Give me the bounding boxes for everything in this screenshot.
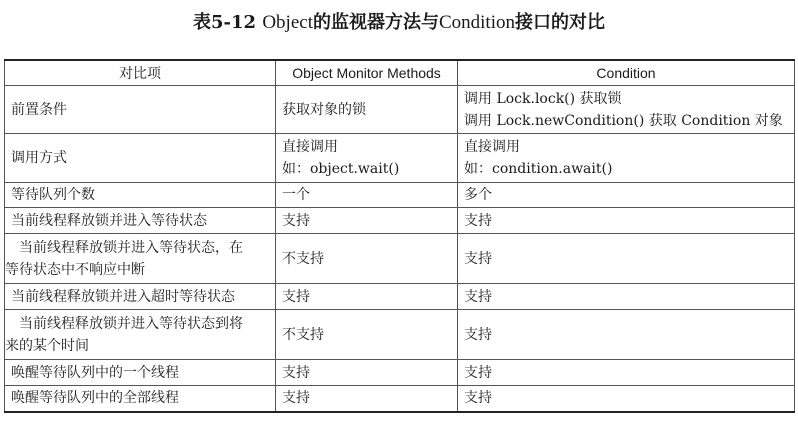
- cell-text-line: 唤醒等待队列中的全部线程: [11, 390, 179, 407]
- table-row: [5, 284, 795, 310]
- cell-text-line: 等待状态中不响应中断: [5, 261, 145, 278]
- header-object-monitor-methods: Object Monitor Methods: [276, 60, 458, 86]
- cell-condition: [458, 183, 795, 208]
- cell-text-line: 不支持: [282, 326, 324, 343]
- cell-object-monitor: [276, 208, 458, 234]
- cell-object-monitor: [276, 183, 458, 208]
- cell-text-line: 支持: [464, 326, 492, 343]
- cell-object-monitor: [276, 360, 458, 386]
- cell-text-line: 当前线程释放锁并进入等待状态到将: [19, 315, 243, 332]
- cell-text-line: 支持: [282, 288, 310, 305]
- comparison-table: [4, 59, 795, 413]
- cell-comparison-item: [5, 208, 276, 234]
- cell-text-line: 支持: [464, 390, 492, 407]
- table-row: [5, 360, 795, 386]
- table-row: [5, 86, 795, 134]
- cell-object-monitor: [276, 284, 458, 310]
- table-header-row: [5, 60, 795, 86]
- cell-comparison-item: [5, 234, 276, 284]
- cell-text-line: 支持: [464, 288, 492, 305]
- cell-condition: [458, 134, 795, 183]
- cell-text-line: 一个: [282, 187, 310, 203]
- cell-text-line: 来的某个时间: [5, 337, 89, 354]
- cell-condition: [458, 310, 795, 360]
- cell-text-line: 如：condition.await(): [464, 161, 613, 177]
- cell-text-line: 调用 Lock.newCondition() 获取 Condition 对象: [464, 112, 783, 129]
- cell-comparison-item: [5, 360, 276, 386]
- cell-text-line: 多个: [464, 187, 492, 203]
- cell-condition: [458, 208, 795, 234]
- cell-condition: [458, 234, 795, 284]
- table-row: [5, 183, 795, 208]
- cell-comparison-item: [5, 310, 276, 360]
- table-row: [5, 208, 795, 234]
- cell-text-line: 前置条件: [11, 101, 67, 118]
- cell-comparison-item: [5, 183, 276, 208]
- cell-text-line: 直接调用: [282, 139, 338, 155]
- cell-text-line: 支持: [464, 364, 492, 381]
- cell-object-monitor: [276, 86, 458, 134]
- cell-text-line: 支持: [464, 250, 492, 267]
- cell-text-line: 支持: [464, 212, 492, 229]
- cell-text-line: 当前线程释放锁并进入等待状态: [11, 212, 207, 229]
- cell-text-line: 如：object.wait(): [282, 161, 400, 177]
- cell-condition: [458, 86, 795, 134]
- cell-comparison-item: [5, 86, 276, 134]
- table-row: [5, 234, 795, 284]
- cell-condition: [458, 360, 795, 386]
- cell-comparison-item: [5, 284, 276, 310]
- cell-text-line: 获取对象的锁: [282, 101, 366, 118]
- table-caption: [0, 10, 798, 36]
- cell-object-monitor: [276, 386, 458, 412]
- table-row: [5, 386, 795, 412]
- cell-text-line: 支持: [282, 364, 310, 381]
- caption-condition: Condition: [438, 12, 515, 33]
- table-row: [5, 134, 795, 183]
- cell-comparison-item: [5, 134, 276, 183]
- header-condition: Condition: [458, 60, 795, 86]
- caption-middle: 的监视器方法与: [312, 12, 439, 33]
- caption-object: Object: [262, 12, 313, 33]
- cell-text-line: 直接调用: [464, 139, 520, 155]
- header-comparison-item: 对比项: [5, 60, 276, 86]
- cell-text-line: 当前线程释放锁并进入等待状态，在: [19, 239, 243, 256]
- cell-text-line: 调用方式: [11, 150, 67, 166]
- cell-text-line: 当前线程释放锁并进入超时等待状态: [11, 288, 235, 305]
- table-row: [5, 310, 795, 360]
- cell-condition: [458, 386, 795, 412]
- cell-condition: [458, 284, 795, 310]
- cell-text-line: 等待队列个数: [11, 187, 95, 203]
- caption-prefix: 表5-12: [193, 12, 257, 33]
- cell-text-line: 唤醒等待队列中的一个线程: [11, 364, 179, 381]
- cell-object-monitor: [276, 234, 458, 284]
- cell-object-monitor: [276, 134, 458, 183]
- cell-text-line: 支持: [282, 390, 310, 407]
- cell-text-line: 不支持: [282, 250, 324, 267]
- cell-text-line: 调用 Lock.lock() 获取锁: [464, 90, 622, 107]
- cell-comparison-item: [5, 386, 276, 412]
- cell-text-line: 支持: [282, 212, 310, 229]
- cell-object-monitor: [276, 310, 458, 360]
- caption-suffix: 接口的对比: [515, 12, 605, 33]
